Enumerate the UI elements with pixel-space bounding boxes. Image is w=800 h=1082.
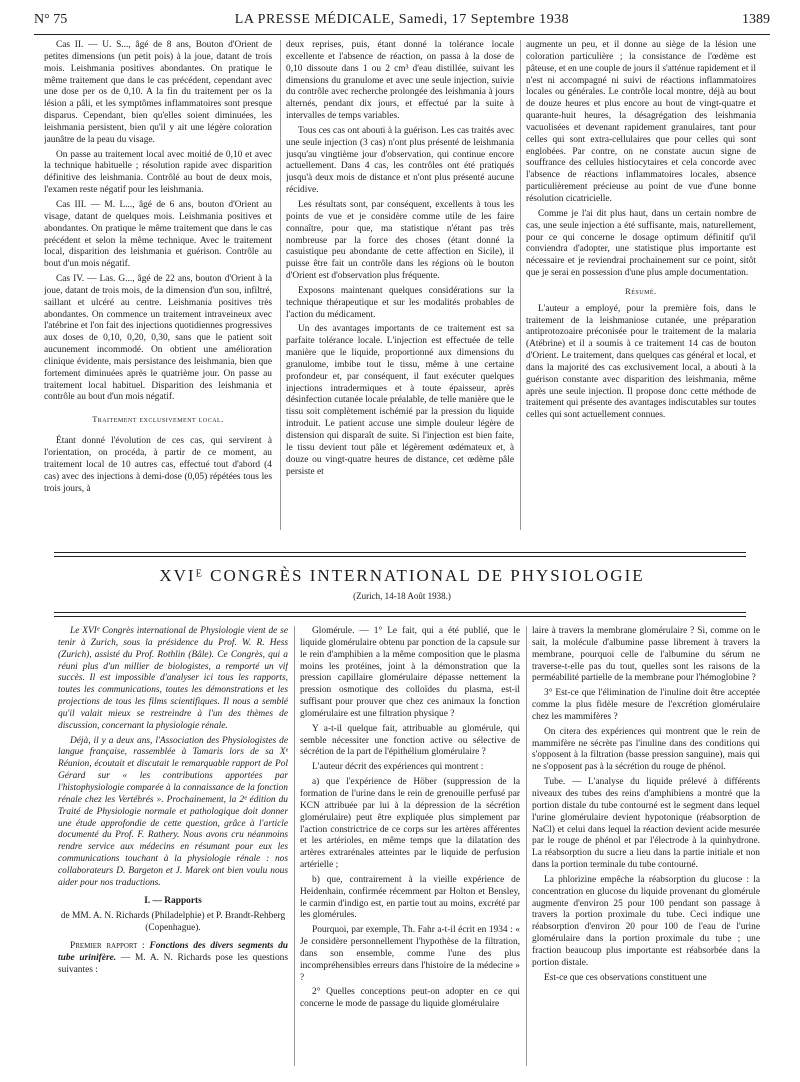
bottom-column-2	[300, 626, 520, 1070]
header-rule	[34, 34, 770, 35]
section-double-rule	[54, 552, 746, 557]
local-treatment-paragraph: Étant donné l'évolution de ces cas, qui servirent à l'orientation, on procéda, à partir de ce moment, au traitement local de 10 autres cas, effectué tout d'abord (4 cas) avec des injections à demi-dose (0,05) répétées tous les trois jours, à	[44, 436, 272, 494]
results-paragraph-2: Les résultats sont, par conséquent, excellents à tous les points de vue et je considère comme utile de les faire connaître, pour que, ma statistique n'étant pas très nombreuse par la force des choses (étant donné la casuistique peu abondante de cette affection en Sicile), il puisse être fait un contrôle dans les régions où le bouton d'Orient est d'observation plus fréquente.	[286, 199, 514, 282]
closing-line: Est-ce que ces observations constituent une	[544, 972, 707, 983]
first-report-paragraph	[58, 941, 288, 977]
page-header	[34, 12, 770, 32]
congress-subtitle: (Zurich, 14-18 Août 1938.)	[353, 591, 451, 601]
congress-title: XVIᴱ CONGRÈS INTERNATIONAL DE PHYSIOLOGIE	[159, 566, 645, 585]
local-treatment-heading: Traitement exclusivement local.	[92, 415, 224, 425]
column-divider	[520, 40, 521, 530]
bottom-column-1	[58, 626, 288, 1070]
case-3-paragraph: Cas III. — M. L..., âgé de 6 ans, bouton d'Orient au visage, datant de quelques mois. Leishmania positives et abondantes. On pratique le même traitement que dans le cas précédent et selon la même technique. Avec le traitement local, disparition des leishmania et guérison. Contrôle au bout d'un mois négatif.	[44, 199, 272, 270]
technique-paragraph: Un des avantages importants de ce traitement est sa parfaite tolérance locale. L'injection est effectuée de telle manière que le liquide, proportionné aux dimensions du granulome, imbibe tout le tissu, même à une certaine profondeur et, par conséquent, il faut exécuter quelques injections intradermiques et à toute épaisseur, après désinfection cutanée locale préalable, de telle manière que le tissu soit complètement ischémié par la pression du liquide introduit. Le patient accuse une simple douleur légère de distension qui disparaît de suite. Si l'injection est bien faite, le tissu devient tout pâle et légèrement œdémateux et, à douze ou vingt-quatre heures de distance, cet œdème pâle persiste et	[286, 324, 514, 477]
column-divider	[294, 626, 295, 1066]
experiment-b: b) que, contrairement à la vieille expérience de Heidenhain, confirmée récemment par Holton et Bensley, le carmin d'indigo est, en partie tout au moins, excrété par les glomérules.	[300, 874, 520, 921]
case-4-paragraph: Cas IV. — Las. G..., âgé de 22 ans, bouton d'Orient à la joue, datant de trois mois, de la dimension d'un sou, infiltré, saillant et ulcéré au centre. Leishmania positives très abondantes. On commence un traitement intraveineux avec l'atébrine et l'on fait des injections quotidiennes progressives aux doses de 0,10, 0,20, 0,30, sans que le patient soit aucunement incommodé. On obtient une amélioration clinique évidente, mais persistance des leishmania, bien que fortement diminuées après le quatrième jour. On passe au traitement local habituel. Disparition des leishmania et contrôle au bout d'un mois négatif.	[44, 274, 272, 403]
top-column-1	[44, 40, 272, 548]
continuation-paragraph: deux reprises, puis, étant donné la tolérance locale excellente et l'absence de réaction, on passa à la dose de 0,10 dissoute dans 1 ou 2 cm³ d'eau distillée, suivant les dimensions du granulome et avec une seule injection, suivie du contrôle avec recherche prolongée des leishmania à jours alternés, pendant dix jours, et effectué par la suite à intervalles de temps variables.	[286, 40, 514, 122]
first-report-title: Fonctions des divers segments du tube urinifère.	[58, 941, 288, 963]
experiments-intro: L'auteur décrit des expériences qui montrent :	[312, 762, 484, 773]
first-report-label: Premier rapport :	[70, 941, 145, 952]
oedema-paragraph: augmente un peu, et il donne au siège de la lésion une coloration particulière ; la consistance de l'œdème est pâteuse, et en une couple de jours il s'atténue rapidement et il n'est ni accompagné ni suivi de réactions inflammatoires locales ou générales. Le contrôle local montre, déjà au bout de douze heures et plus encore au bout de vingt-quatre et quarante-huit heures, la désagrégation des leishmania vacuolisées et devenant rapidement granulaires, tant pour celles qui sont extra-cellulaires que pour celles qui sont englobées. Par contre, on ne constate aucun signe de souffrance des cellules histiocytaires et cela concorde avec l'absence de réactions inflammatoires locales, absence particulièrement précieuse au point de vue d'une bonne résolution cicatricielle.	[526, 40, 756, 204]
column-divider	[280, 40, 281, 530]
top-column-2	[286, 40, 514, 548]
membrane-paragraph: laire à travers la membrane glomérulaire ? Si, comme on le sait, la molécule d'albumine passe librement à travers la membrane, pourquoi celle de l'albumine du sérum ne traverse-t-elle pas du tout, quelles sont les raisons de la perméabilité partielle de la membrane pour l'hémoglobine ?	[532, 626, 760, 684]
phlorizine-paragraph: La phlorizine empêche la réabsorption du glucose : la concentration en glucose du liquide provenant du glomérule augmente d'environ 25 pour 100 pendant son passage à travers la portion proximale du tube. Ceci indique une réabsorption d'environ 20 pour 100 de l'eau de l'urine glomérulaire dans la portion proximale du tube ; une fraction beaucoup plus importante est réabsorbée dans la portion distale.	[532, 874, 760, 968]
column-divider	[526, 626, 527, 1066]
case-2-followup: On passe au traitement local avec moitié de 0,10 et avec la technique habituelle ; résolution rapide avec disparition définitive des leishmania. Contrôlé au bout de deux mois, l'examen reste négatif pour les leishmania.	[44, 149, 272, 196]
top-column-3	[526, 40, 756, 548]
inuline-question: 3° Est-ce que l'élimination de l'inuline doit être acceptée comme la plus fidèle mesure de l'excrétion glomérulaire chez les mammifères ?	[532, 688, 760, 722]
dosage-paragraph: Comme je l'ai dit plus haut, dans un certain nombre de cas, une seule injection a été suffisante, mais, naturellement, pour ce qui concerne le dosage optimum définitif qu'il conviendra d'adopter, une statistique plus importante est nécessaire et je reviendrai prochainement sur ce point, sitôt que je serai en possession d'une plus ample documentation.	[526, 208, 756, 279]
results-paragraph-1: Tous ces cas ont abouti à la guérison. Les cas traités avec une seule injection (3 cas) n'ont plus présenté de leishmania jusqu'au vingtième jour d'observation, qui continue encore actuellement. Dans 4 cas, les contrôles ont été pratiqués jusqu'à deux mois de distance et n'ont plus présenté aucune récidive.	[286, 125, 514, 196]
case-2-paragraph: Cas II. — U. S..., âgé de 8 ans, Bouton d'Orient de petites dimensions (un petit pois) à la joue, datant de trois mois. Leishmania positives abondantes. On pratique le même traitement que dans le cas précédent, cependant avec une dose per os de 0,10. A la fin du traitement per os la lésion a pâli, et les symptômes inflammatoires sont presque disparus. Cependant, bien qu'elles soient diminuées, les leishmania persistent, bien qu'il y ait une légère coloration jaunâtre de la peau du visage.	[44, 40, 272, 145]
tube-paragraph: Tube. — L'analyse du liquide prélevé à différents niveaux des tubes des reins d'amphibiens a montré que la portion distale du tube contourné est le segment dans lequel l'urine glomérulaire devient hypotonique (réabsorption de NaCl) et celui dans lequel la réaction devient acide mesurée par le rouge de phénol et par l'électrode à la quinhydrone. La réabsorption du sucre a lieu dans la partie initiale et non dans la portion terminale du tube contourné.	[532, 777, 760, 871]
summary-paragraph: L'auteur a employé, pour la première fois, dans le traitement de la leishmaniose cutanée, une préparation antiprotozoaire préconisée pour le traitement de la malaria (Atébrine) et il a soumis à ce traitement 14 cas de bouton d'Orient. Le traitement, dans quelques cas général et local, et dans la majorité des cas exclusivement local, a abouti à la guérison constante avec disparition des leishmania, même après une seule injection. Il propose donc cette méthode de traitement qui présente des avantages indiscutables sur toutes celles qui sont actuellement connues.	[526, 303, 756, 421]
rapports-heading: I. — Rapports	[144, 895, 202, 906]
glomerule-question: Y a-t-il quelque fait, attribuable au glomérule, qui semble nécessiter une fonction active ou sélective de sécrétion de la part de l'épithélium glomérulaire ?	[300, 723, 520, 758]
intro-paragraph-2: Déjà, il y a deux ans, l'Association des Physiologistes de langue française, rassemblée à Tamaris lors de sa Xᵉ Réunion, écoutait et discutait le remarquable rapport de Pol Gérard sur « les contributions apportées par l'histophysiologie comparée à la connaissance de la fonction rénale chez les Vertébrés ». Prochainement, la 2ᵉ édition du Traité de Physiologie normale et pathologique doit donner une étude approfondie de cette question, grâce à l'article documenté du Prof. F. Rathery. Nous avons cru néanmoins rendre service aux médecins en résumant pour eux les communications touchant à la physiologie rénale : nos collaborateurs D. Bargeton et J. Marek ont bien voulu nous aider pour nos traductions.	[58, 735, 288, 888]
journal-title: LA PRESSE MÉDICALE, Samedi, 17 Septembre 1938	[234, 12, 570, 27]
first-report-author: — M. A. N. Richards pose les questions suivantes :	[58, 952, 288, 975]
question-2: 2° Quelles conceptions peut-on adopter en ce qui concerne le mode de passage du liquide glomérulaire	[300, 987, 520, 1010]
technique-intro: Exposons maintenant quelques considérations sur la technique thérapeutique et sur les modalités probables de l'action du médicament.	[286, 285, 514, 320]
issue-number: N° 75	[34, 12, 68, 27]
glomerule-paragraph: Glomérule. — 1° Le fait, qui a été publié, que le liquide glomérulaire obtenu par ponction de la capsule sur le rein d'amphibien a la même composition que le plasma moins les protéines, joint à la démonstration que la pression capillaire glomérulaire dépasse nettement la pression osmotique des colloïdes du plasma, est-il suffisant pour prouver que chez ces animaux la fonction glomérulaire est une filtration physique ?	[300, 626, 520, 719]
summary-heading: Résumé.	[625, 286, 657, 296]
fahr-quote: Pourquoi, par exemple, Th. Fahr a-t-il écrit en 1934 : « Je considère personnellement l'hypothèse de la filtration, dans son ensemble, comme l'une des plus incompréhensibles erreurs dans l'histoire de la médecine » ?	[300, 925, 520, 983]
section-double-rule	[54, 612, 746, 617]
inuline-experiments: On citera des expériences qui montrent que le rein de mammifère ne sécrète pas l'inuline dans des conditions qui s'opposent à la filtration (basse pression sanguine), mais qui ne s'opposent pas à la sécrétion du rouge de phénol.	[532, 726, 760, 773]
rapporteurs-line: de MM. A. N. Richards (Philadelphie) et P. Brandt-Rehberg (Copenhague).	[60, 911, 286, 934]
page-number: 1389	[742, 12, 770, 27]
experiment-a: a) que l'expérience de Höber (suppression de la formation de l'urine dans le rein de grenouille perfusé par KCN attribuée par lui à la dépression de la sécrétion glomérulaire) peut être expliquée plus simplement par l'action constrictrice de ce corps sur les artères afférentes et les artérioles, en même temps que la dilatation des artères extrarénales atteintes par le liquide de perfusion artérielle ;	[300, 777, 520, 871]
bottom-column-3	[532, 626, 760, 1070]
intro-paragraph: Le XVIᵉ Congrès international de Physiologie vient de se tenir à Zurich, sous la présidence du Prof. W. R. Hess (Zurich), assisté du Prof. Rothlin (Bâle). Ce Congrès, qui a réuni plus d'un millier de biologistes, a remporté un vif succès. Il est impossible d'analyser ici tous les rapports, toutes les communications, toutes les démonstrations et les projections de tous les films scientifiques. Il nous a semblé qu'il valait mieux se restreindre à l'un des thèmes de discussion, concernant la physiologie rénale.	[58, 626, 288, 731]
